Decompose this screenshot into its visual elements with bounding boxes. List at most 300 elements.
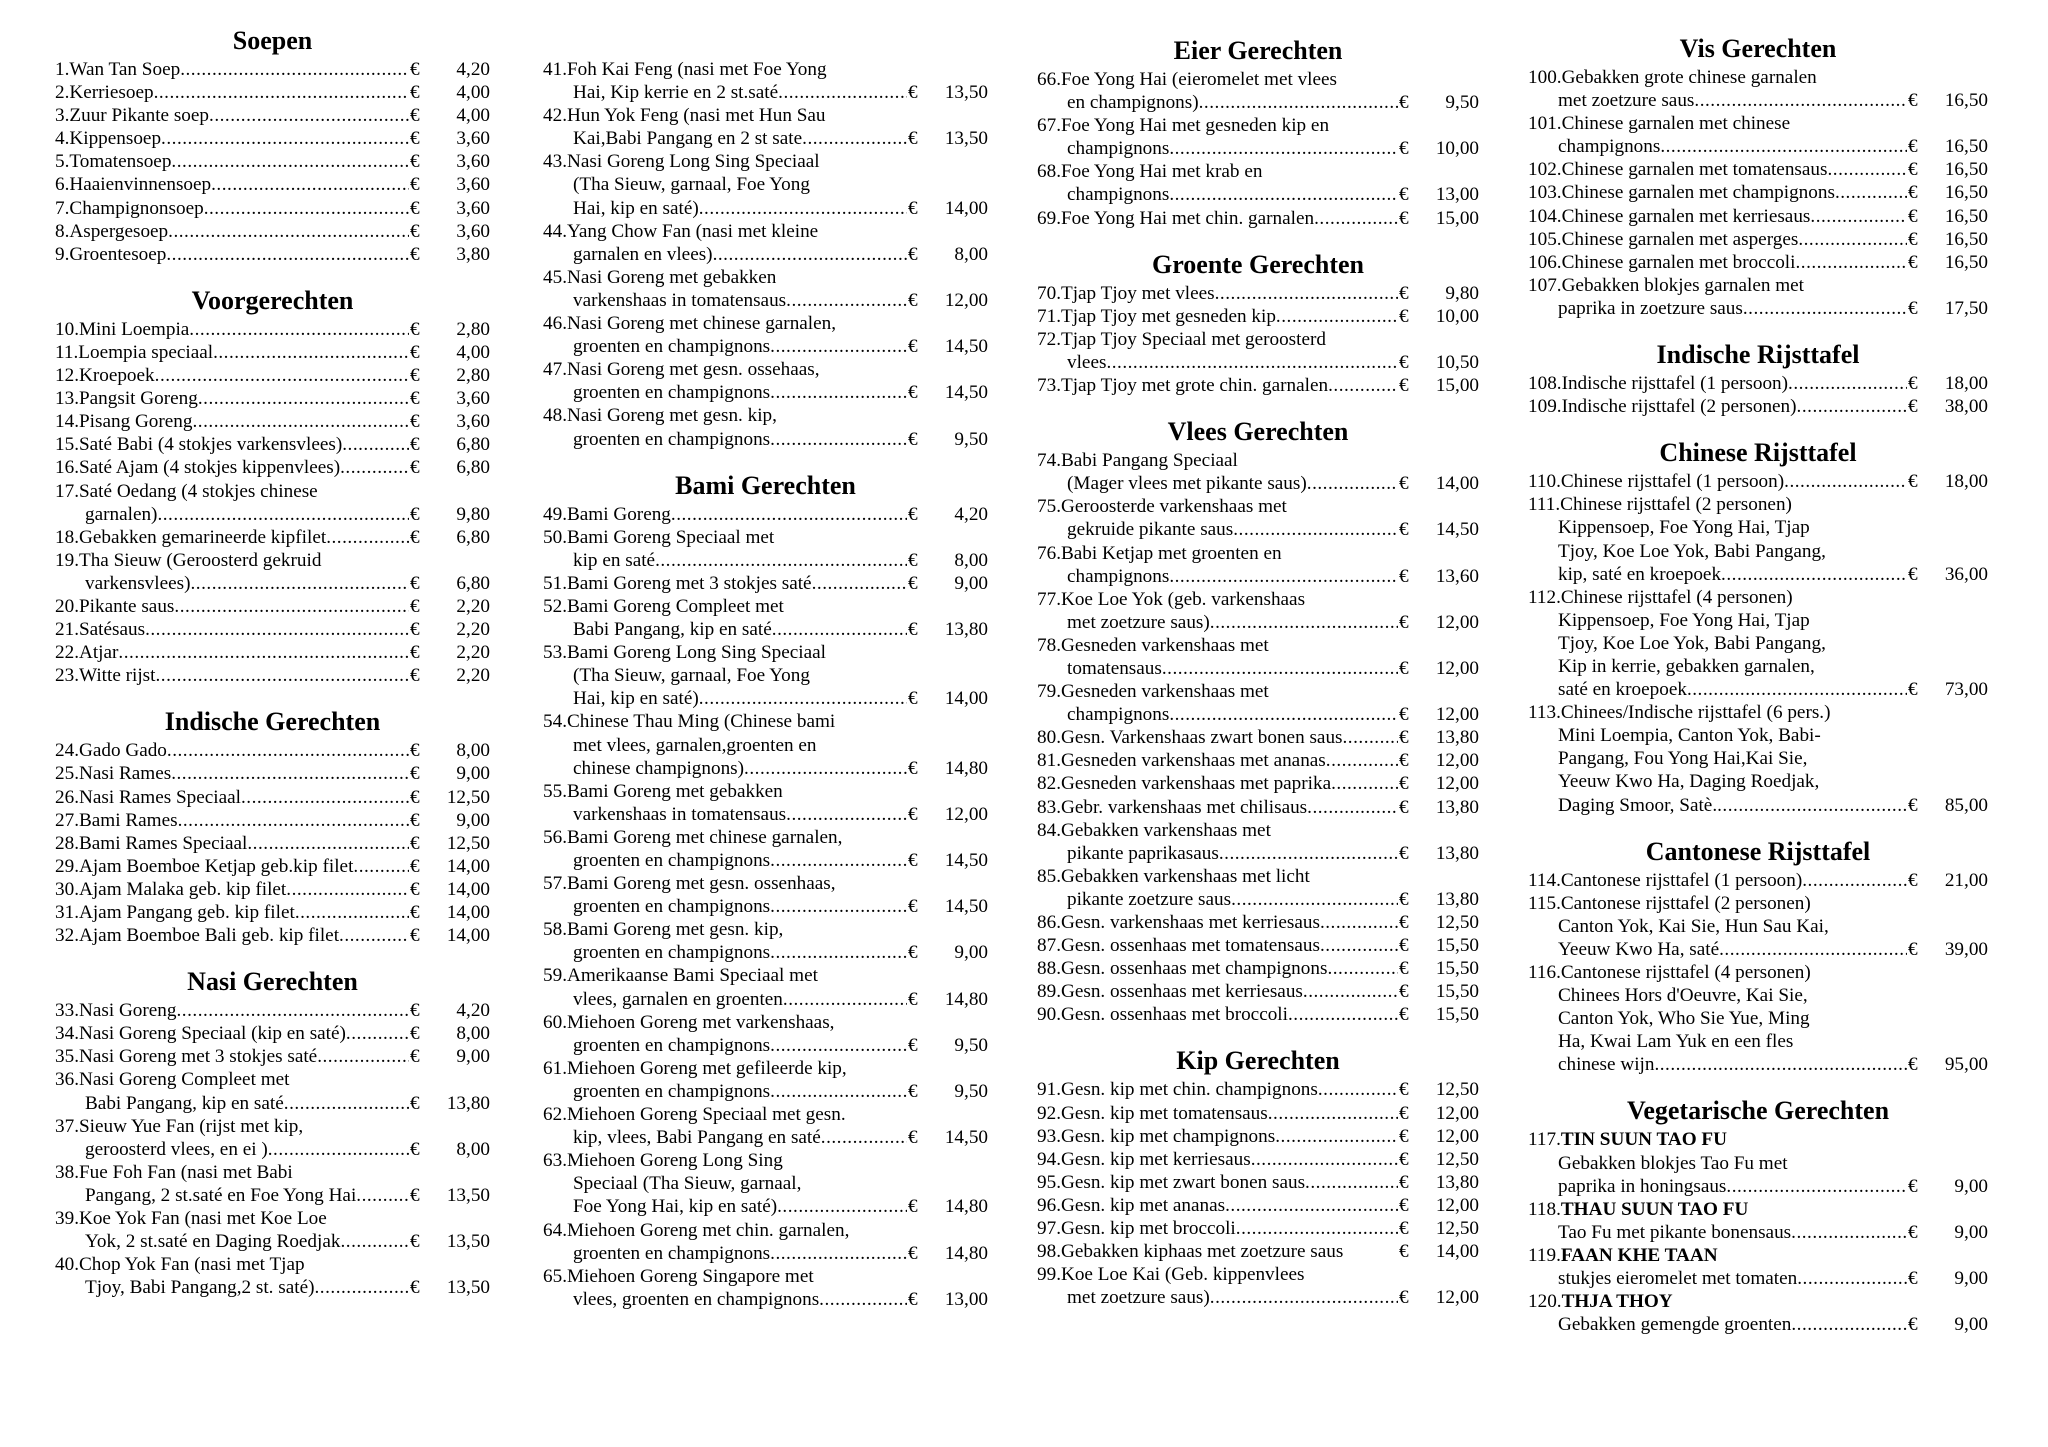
item-price: 14,00	[944, 197, 988, 219]
currency-symbol: €	[410, 388, 420, 410]
section-title: Kip Gerechten	[1176, 1046, 1340, 1076]
item-name: Satésaus	[78, 619, 146, 641]
item-description: garnalen en vlees)	[573, 243, 713, 265]
item-number: 5.	[55, 151, 70, 173]
item-line	[543, 710, 988, 733]
item-line	[543, 964, 988, 987]
item-name: Cantonese rijsttafel (4 personen)	[1560, 962, 1811, 983]
currency-symbol: €	[1399, 981, 1409, 1003]
dot-leader	[177, 999, 410, 1022]
item-price: 9,00	[456, 763, 490, 785]
item-name: Indische rijsttafel (2 personen)	[1561, 396, 1797, 418]
currency-symbol: €	[410, 619, 420, 641]
dot-leader	[1719, 938, 1907, 961]
item-line	[543, 641, 988, 664]
item-line	[1528, 540, 1988, 563]
item-price: 14,50	[944, 896, 988, 918]
item-description: Tjoy, Babi Pangang,2 st. saté)	[85, 1277, 315, 1299]
dot-leader	[1795, 251, 1907, 274]
menu-item	[55, 641, 490, 664]
item-price: 12,50	[446, 832, 490, 854]
item-number: 57.	[543, 873, 567, 895]
item-name: Nasi Goreng	[78, 1000, 177, 1022]
section-title: Vegetarische Gerechten	[1626, 1096, 1890, 1126]
item-name: Saté Oedang (4 stokjes chinese	[78, 480, 318, 502]
menu-item	[1037, 1078, 1479, 1101]
item-line	[1037, 114, 1479, 137]
item-price: 14,00	[446, 878, 490, 900]
item-price: 4,20	[456, 59, 490, 80]
item-price: 16,50	[1944, 90, 1988, 112]
item-line	[1037, 772, 1479, 795]
item-price: 12,00	[944, 803, 988, 825]
menu-item	[543, 58, 988, 104]
dot-leader	[1307, 472, 1398, 495]
item-price: 13,00	[1435, 184, 1479, 206]
dot-leader	[1743, 297, 1907, 320]
item-description: groenten en champignons	[573, 850, 771, 871]
dot-leader	[770, 381, 907, 404]
item-name: Sieuw Yue Fan (rijst met kip,	[78, 1115, 304, 1137]
menu-item	[55, 1068, 490, 1114]
item-name: Mini Loempia	[78, 318, 190, 340]
menu-item	[1037, 911, 1479, 934]
item-description: Babi Pangang, kip en saté	[573, 619, 772, 641]
item-line	[1528, 251, 1988, 274]
dot-leader	[1314, 207, 1398, 230]
item-description: Yeeuw Kwo Ha, saté	[1558, 938, 1720, 960]
section-title: Soepen	[232, 26, 313, 55]
item-number: 59.	[543, 965, 567, 987]
item-name: Miehoen Goreng met gefileerde kip,	[566, 1057, 847, 1079]
item-line	[1037, 1194, 1479, 1217]
item-name: Ajam Boemboe Bali geb. kip filet	[78, 925, 340, 947]
item-number: 24.	[55, 740, 79, 762]
dot-leader	[1326, 749, 1398, 772]
item-number: 90.	[1037, 1004, 1061, 1026]
item-line	[543, 220, 988, 243]
menu-item	[55, 1161, 490, 1207]
item-number: 25.	[55, 763, 79, 785]
menu-item	[1037, 772, 1479, 795]
item-number: 117.	[1528, 1129, 1561, 1151]
item-number: 80.	[1037, 727, 1061, 749]
item-line	[55, 526, 490, 549]
item-number: 33.	[55, 1000, 79, 1022]
item-name: Amerikaanse Bami Speciaal met	[566, 965, 818, 987]
item-line	[1528, 470, 1988, 493]
item-name: Hun Yok Feng (nasi met Hun Sau	[566, 105, 826, 127]
item-description: champignons	[1558, 136, 1661, 158]
dot-leader	[1660, 135, 1907, 158]
menu-item	[55, 999, 490, 1022]
item-line	[1528, 794, 1988, 817]
menu-item	[1037, 1171, 1479, 1194]
item-description: Kippensoep, Foe Yong Hai, Tjap	[1558, 517, 1810, 539]
menu-section	[55, 26, 490, 266]
currency-symbol: €	[1908, 563, 1918, 585]
item-name: Champignonsoep	[69, 197, 204, 219]
dot-leader	[1320, 934, 1398, 957]
item-price: 12,00	[1435, 1102, 1479, 1124]
item-price: 9,00	[456, 809, 490, 831]
item-number: 91.	[1037, 1079, 1061, 1101]
item-line	[543, 58, 988, 81]
menu-column-1	[55, 26, 490, 1319]
menu-item	[543, 780, 988, 826]
item-line	[543, 941, 988, 964]
dot-leader	[1225, 1194, 1398, 1217]
item-price: 16,50	[1944, 159, 1988, 181]
item-number: 35.	[55, 1046, 79, 1068]
item-number: 77.	[1037, 588, 1061, 610]
item-price: 14,50	[944, 382, 988, 404]
item-number: 66.	[1037, 69, 1061, 90]
item-description: groenten en champignons	[573, 1242, 771, 1264]
item-number: 32.	[55, 925, 79, 947]
item-number: 109.	[1528, 396, 1562, 418]
item-line	[1037, 160, 1479, 183]
item-name: Kroepoek	[78, 365, 155, 387]
item-name: Gebakken varkenshaas met licht	[1060, 865, 1310, 887]
item-price: 4,20	[456, 1000, 490, 1022]
dot-leader	[770, 1242, 907, 1265]
item-price: 6,80	[456, 434, 490, 456]
dot-leader	[346, 1022, 409, 1045]
item-description: chinese wijn	[1558, 1054, 1655, 1076]
dot-leader	[155, 664, 409, 687]
item-line	[543, 1219, 988, 1242]
item-name: Atjar	[78, 642, 119, 664]
item-number: 94.	[1037, 1148, 1061, 1170]
item-name: FAAN KHE TAAN	[1560, 1244, 1718, 1266]
item-number: 98.	[1037, 1241, 1061, 1263]
currency-symbol: €	[1399, 282, 1409, 304]
menu-item	[55, 433, 490, 456]
item-name: Fue Foh Fan (nasi met Babi	[78, 1161, 293, 1183]
dot-leader	[340, 1230, 409, 1253]
item-line	[1528, 655, 1988, 678]
menu-item	[543, 1057, 988, 1103]
item-name: Gesneden varkenshaas met paprika	[1060, 773, 1332, 795]
item-price: 8,00	[954, 549, 988, 571]
item-line	[55, 595, 490, 618]
item-line	[1037, 282, 1479, 305]
item-description: groenten en champignons	[573, 336, 771, 358]
item-price: 3,60	[456, 388, 490, 410]
item-name: Tjap Tjoy met gesneden kip	[1060, 305, 1276, 327]
item-line	[1528, 961, 1988, 984]
item-name: Nasi Goreng met gesn. ossehaas,	[566, 359, 820, 381]
currency-symbol: €	[908, 757, 918, 779]
menu-item	[55, 1022, 490, 1045]
dot-leader	[1276, 305, 1398, 328]
menu-item	[543, 641, 988, 710]
menu-item	[55, 1253, 490, 1299]
currency-symbol: €	[1399, 750, 1409, 772]
section-title: Groente Gerechten	[1151, 249, 1365, 279]
menu-item	[1037, 114, 1479, 160]
item-description: kip, vlees, Babi Pangang en saté	[573, 1127, 821, 1149]
dot-leader	[315, 1276, 410, 1299]
item-line	[543, 1265, 988, 1288]
section-title: Eier Gerechten	[1173, 36, 1343, 65]
item-line	[543, 895, 988, 918]
item-name: Gesn. ossenhaas met broccoli	[1060, 1004, 1288, 1026]
item-price: 13,50	[446, 1231, 490, 1253]
item-line	[1528, 1030, 1988, 1053]
item-number: 84.	[1037, 819, 1061, 841]
currency-symbol: €	[908, 688, 918, 710]
dot-leader	[1106, 351, 1398, 374]
menu-item	[543, 312, 988, 358]
item-line	[1037, 565, 1479, 588]
item-price: 14,80	[944, 1196, 988, 1218]
item-line	[1037, 1217, 1479, 1240]
item-line	[1037, 518, 1479, 541]
currency-symbol: €	[908, 803, 918, 825]
item-name: THJA THOY	[1561, 1291, 1673, 1313]
item-price: 14,50	[1435, 519, 1479, 541]
currency-symbol: €	[1399, 92, 1409, 114]
item-price: 12,00	[1435, 750, 1479, 772]
item-line	[55, 173, 490, 196]
item-name: Gado Gado	[78, 740, 167, 762]
item-name: Koe Loe Yok (geb. varkenshaas	[1060, 588, 1306, 610]
item-name: Chinese garnalen met asperges	[1561, 228, 1799, 250]
item-price: 13,80	[1435, 727, 1479, 749]
menu-item	[55, 127, 490, 150]
dot-leader	[326, 526, 409, 549]
item-description: Tao Fu met pikante bonensaus	[1558, 1221, 1792, 1243]
item-price: 2,20	[456, 665, 490, 687]
item-name: Bami Goreng Compleet met	[566, 595, 784, 617]
item-name: Ajam Pangang geb. kip filet	[78, 902, 295, 923]
currency-symbol: €	[1908, 205, 1918, 227]
dot-leader	[1791, 1313, 1907, 1336]
currency-symbol: €	[410, 925, 420, 947]
item-description: (Mager vlees met pikante saus)	[1067, 473, 1307, 495]
currency-symbol: €	[1399, 1102, 1409, 1124]
dot-leader	[1233, 518, 1398, 541]
item-line	[543, 572, 988, 595]
item-line	[55, 572, 490, 595]
item-number: 11.	[55, 341, 79, 363]
item-line	[55, 999, 490, 1022]
item-line	[1528, 1053, 1988, 1076]
menu-item	[55, 387, 490, 410]
item-description: Tjoy, Koe Loe Yok, Babi Pangang,	[1558, 540, 1826, 562]
item-line	[1037, 980, 1479, 1003]
menu-item	[1037, 305, 1479, 328]
item-line	[543, 1288, 988, 1311]
item-line	[543, 266, 988, 289]
menu-item	[55, 618, 490, 641]
item-line	[55, 387, 490, 410]
dot-leader	[157, 503, 409, 526]
item-name: Koe Yok Fan (nasi met Koe Loe	[78, 1208, 327, 1230]
item-price: 14,00	[446, 925, 490, 947]
item-price: 2,20	[456, 595, 490, 617]
item-name: Nasi Goreng met gebakken	[566, 266, 777, 288]
item-description: vlees, garnalen en groenten	[573, 988, 783, 1010]
menu-item	[1528, 112, 1988, 158]
currency-symbol: €	[410, 1092, 420, 1114]
item-description: Yok, 2 st.saté en Daging Roedjak	[85, 1231, 341, 1253]
item-price: 9,00	[954, 572, 988, 594]
currency-symbol: €	[908, 289, 918, 311]
item-number: 49.	[543, 503, 567, 525]
currency-symbol: €	[908, 197, 918, 219]
currency-symbol: €	[410, 411, 420, 433]
menu-item	[55, 549, 490, 595]
item-price: 3,60	[456, 151, 490, 173]
item-price: 2,20	[456, 642, 490, 664]
menu-item	[1037, 1217, 1479, 1240]
item-name: Groentesoep	[69, 243, 167, 265]
dot-leader	[783, 988, 907, 1011]
item-number: 46.	[543, 313, 567, 335]
item-line	[543, 1011, 988, 1034]
item-line	[55, 480, 490, 503]
currency-symbol: €	[410, 902, 420, 923]
item-number: 56.	[543, 826, 567, 848]
currency-symbol: €	[410, 197, 420, 219]
item-line	[1037, 472, 1479, 495]
dot-leader	[1791, 1221, 1907, 1244]
item-name: Bami Goreng Speciaal met	[566, 526, 775, 548]
dot-leader	[247, 832, 409, 855]
item-price: 2,80	[456, 365, 490, 387]
item-name: Bami Rames	[78, 809, 178, 831]
item-price: 36,00	[1944, 563, 1988, 585]
item-name: Gesn. kip met chin. champignons	[1060, 1079, 1318, 1101]
item-number: 45.	[543, 266, 567, 288]
dot-leader	[1810, 205, 1907, 228]
dot-leader	[1251, 1148, 1398, 1171]
item-number: 51.	[543, 572, 567, 594]
item-number: 63.	[543, 1150, 567, 1172]
section-title: Vis Gerechten	[1679, 34, 1837, 63]
currency-symbol: €	[1399, 1287, 1409, 1309]
item-description: met zoetzure saus)	[1067, 611, 1210, 633]
currency-symbol: €	[410, 151, 420, 173]
item-name: Miehoen Goreng Long Sing	[566, 1150, 783, 1172]
item-price: 14,00	[446, 902, 490, 923]
currency-symbol: €	[410, 1184, 420, 1206]
item-line	[1037, 328, 1479, 351]
item-price: 14,50	[944, 850, 988, 871]
item-description: gekruide pikante saus	[1067, 519, 1234, 541]
item-line	[543, 127, 988, 150]
item-number: 71.	[1037, 305, 1061, 327]
item-line	[1037, 796, 1479, 819]
item-line	[1528, 678, 1988, 701]
item-number: 69.	[1037, 207, 1061, 229]
item-name: Gebakken grote chinese garnalen	[1561, 67, 1817, 88]
item-description: (Tha Sieuw, garnaal, Foe Yong	[573, 665, 810, 687]
item-price: 14,50	[944, 336, 988, 358]
item-name: Chinese garnalen met kerriesaus	[1561, 205, 1811, 227]
currency-symbol: €	[1399, 888, 1409, 910]
item-line	[55, 1115, 490, 1138]
item-price: 4,00	[456, 105, 490, 127]
item-name: Nasi Goreng Speciaal (kip en saté)	[78, 1023, 346, 1045]
item-price: 3,80	[456, 243, 490, 265]
item-price: 14,00	[446, 855, 490, 877]
item-number: 13.	[55, 388, 79, 410]
item-line	[55, 1253, 490, 1276]
item-line	[1037, 726, 1479, 749]
currency-symbol: €	[908, 988, 918, 1010]
item-number: 42.	[543, 105, 567, 127]
item-line	[543, 757, 988, 780]
menu-section	[1528, 438, 1988, 816]
currency-symbol: €	[1399, 611, 1409, 633]
dot-leader	[1162, 657, 1398, 680]
menu-column-4	[1528, 34, 1988, 1356]
item-price: 73,00	[1944, 679, 1988, 701]
item-description: pikante paprikasaus	[1067, 842, 1219, 864]
item-line	[1528, 181, 1988, 204]
currency-symbol: €	[1399, 473, 1409, 495]
menu-item	[55, 456, 490, 479]
item-description: Canton Yok, Kai Sie, Hun Sau Kai,	[1558, 915, 1829, 937]
item-line	[55, 924, 490, 947]
dot-leader	[154, 81, 409, 104]
item-number: 43.	[543, 151, 567, 173]
currency-symbol: €	[1908, 396, 1918, 418]
item-price: 21,00	[1944, 869, 1988, 891]
item-line	[543, 803, 988, 826]
item-line	[55, 664, 490, 687]
item-price: 6,80	[456, 526, 490, 548]
item-number: 6.	[55, 174, 70, 196]
dot-leader	[317, 1045, 409, 1068]
item-name: Nasi Rames	[78, 763, 172, 785]
item-name: Chinese rijsttafel (2 personen)	[1560, 494, 1792, 516]
dot-leader	[174, 595, 409, 618]
item-number: 52.	[543, 595, 567, 617]
menu-item	[55, 341, 490, 364]
item-line	[1528, 1007, 1988, 1030]
item-line	[1528, 1244, 1988, 1267]
dot-leader	[1169, 565, 1398, 588]
item-price: 12,00	[1435, 657, 1479, 679]
item-line	[543, 1080, 988, 1103]
menu-item	[543, 150, 988, 219]
item-name: THAU SUUN TAO FU	[1560, 1198, 1749, 1220]
dot-leader	[211, 173, 409, 196]
menu-item	[1528, 586, 1988, 701]
menu-item	[1037, 819, 1479, 865]
item-description: tomatensaus	[1067, 657, 1162, 679]
dot-leader	[178, 809, 409, 832]
item-name: Foe Yong Hai met gesneden kip en	[1060, 115, 1330, 137]
dot-leader	[1318, 1078, 1398, 1101]
item-price: 14,80	[944, 1242, 988, 1264]
item-price: 8,00	[954, 243, 988, 265]
item-line	[1037, 183, 1479, 206]
menu-item	[1528, 1290, 1988, 1336]
item-description: champignons	[1067, 138, 1170, 160]
item-name: Gesn. varkenshaas met kerriesaus	[1060, 912, 1320, 933]
item-number: 118.	[1528, 1198, 1561, 1220]
item-price: 8,00	[456, 1023, 490, 1045]
item-price: 12,50	[1435, 912, 1479, 933]
menu-item	[543, 1265, 988, 1311]
item-name: Gesn. kip met ananas	[1060, 1194, 1226, 1216]
